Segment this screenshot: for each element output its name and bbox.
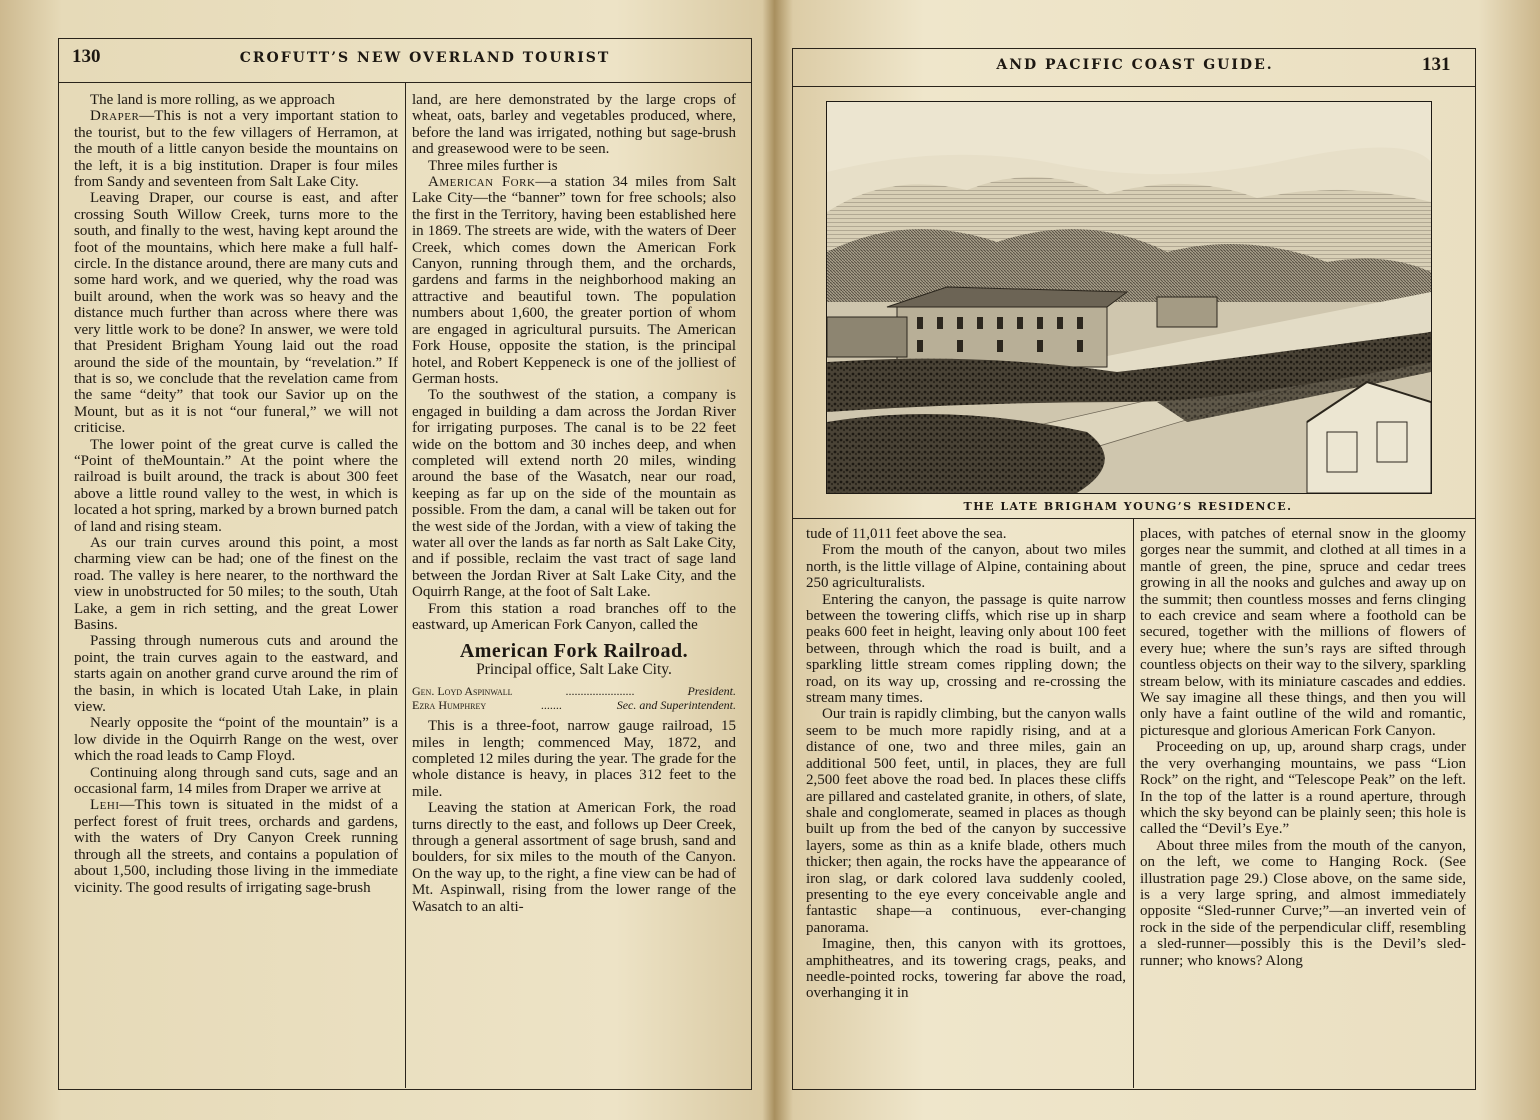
paragraph-text: —This is not a very important station to the tourist, but to the few villagers of Herramon, at the mouth of a little canyon beside the mountains on the left, it is a big institution. Draper is four miles from Sandy and seventeen from Salt Lake City. bbox=[74, 108, 398, 191]
place-name: Lehi bbox=[90, 797, 120, 814]
paragraph-text: Proceeding on up, up, around sharp crags, under the very overhanging mountains, we pass “Lion Rock” on the right, and “Telescope Peak” on the left. In the top of the latter is a round aperture, through which the sky beyond can be plainly seen; this hole is called the “Devil’s Eye.” bbox=[1140, 739, 1466, 838]
officer-name: Ezra Humphrey bbox=[412, 698, 487, 713]
paragraph-text: This is a three-foot, narrow gauge railroad, 15 miles in length; commenced May, 1872, and completed 12 miles during the year. The grade for the whole distance is heavy, in places 312 feet to the mile. bbox=[412, 718, 736, 800]
brigham-young-residence-illustration bbox=[826, 101, 1432, 494]
railroad-title: American Fork Railroad. bbox=[459, 640, 689, 663]
paragraph bbox=[412, 718, 736, 800]
paragraph bbox=[74, 765, 398, 798]
officer-dots: ....................... bbox=[565, 684, 635, 699]
paragraph-text: places, with patches of eternal snow in the gloomy gorges near the summit, and clothed at all times in a mantle of green, the pine, spruce and cedar trees growing in all the nooks and gulches and away up on the summit; then countless mosses and ferns clinging to each crevice and seam where a foothold can be secured, together with the millions of flowers of every hue; where the sun’s rays are sifted through countless objects on their way to the silvery, sparkling stream below, with its miniature cascades and eddies. We say imagine all these things, and then you will only have a faint outline of the wild and romantic, picturesque and glorious American Fork Canyon. bbox=[1140, 526, 1466, 739]
right-page bbox=[770, 0, 1540, 1120]
railroad-block bbox=[412, 640, 736, 713]
paragraph-text: Passing through numerous cuts and around the point, the train curves again to the eastward, and starts again on another grand curve around the rim of the basin, in which is located Utah Lake, in plain view. bbox=[74, 633, 398, 716]
paragraph bbox=[74, 92, 398, 108]
left-column-divider bbox=[405, 82, 406, 1088]
paragraph-text: Leaving the station at American Fork, the road turns directly to the east, and follows up Deer Creek, through a general assortment of sage brush, sand and boulders, for six miles to the mouth of the Canyon. On the way up, to the right, a fine view can be had of Mt. Aspinwall, rising from the lower range of the Wasatch to an alti- bbox=[412, 800, 736, 915]
paragraph bbox=[1140, 526, 1466, 739]
paragraph-text: Nearly opposite the “point of the mountain” is a low divide in the Oquirrh Range on the west, over which the road leads to Camp Floyd. bbox=[74, 715, 398, 765]
paragraph bbox=[806, 936, 1126, 1002]
paragraph bbox=[412, 174, 736, 387]
paragraph-text: Our train is rapidly climbing, but the canyon walls seem to be much more rapidly rising, and at a distance of one, two and three miles, gain an additional 500 feet, until, in places, they are full 2,500 feet above the road bed. In places these cliffs are pillared and castelated granite, in others, of slate, shale and conglomerate, seamed in places as though built up from the bed of the canyon by successive layers, some as thin as a knife blade, others much thicker; then again, the rocks have the appearance of iron slag, or dark colored lava suddenly cooled, presenting to the eye every conceivable angle and fantastic shape—a continuous, ever-changing panorama. bbox=[806, 706, 1126, 936]
illustration-caption: THE LATE BRIGHAM YOUNG’S RESIDENCE. bbox=[963, 500, 1293, 513]
paragraph bbox=[412, 800, 736, 915]
paragraph bbox=[74, 633, 398, 715]
paragraph bbox=[74, 190, 398, 436]
residence-engraving bbox=[827, 102, 1431, 493]
paragraph bbox=[412, 92, 736, 158]
right-column-divider bbox=[1133, 518, 1134, 1088]
paragraph-text: The lower point of the great curve is called the “Point of theMountain.” At the point where the railroad is built around, the track is about 300 feet above a little round valley to the west, in which is located a hot spring, marked by a brown burned patch of land and rising steam. bbox=[74, 436, 398, 535]
paragraph bbox=[1140, 838, 1466, 969]
paragraph-text: Imagine, then, this canyon with its grottoes, amphitheatres, and its towering crags, peaks, and needle-pointed rocks, towering far above the road, overhanging it in bbox=[806, 936, 1126, 1002]
paragraph-text: tude of 11,011 feet above the sea. bbox=[806, 526, 1007, 542]
paragraph-text: To the southwest of the station, a company is engaged in building a dam across the Jordan River for irrigating purposes. The canal is to be 22 feet wide on the bottom and 30 inches deep, and when completed will extend north 20 miles, winding around the base of the Wasatch, near our road, keeping as far up on the side of the mountain as possible. From the dam, a canal will be taken out for the west side of the Jordan, with a view of taking the water all over the lands as far north as Salt Lake City, and if possible, reclaim the vast tract of sage land between the Jordan River at Salt Lake City, and the Oquirrh Range, at the foot of Salt Lake. bbox=[412, 387, 736, 601]
paragraph-text: About three miles from the mouth of the canyon, on the left, we come to Hanging Rock. (See illustration page 29.) Close above, on the same side, is a very large spring, and almost immediately opposite “Sled-runner Curve;”—an inverted vein of rock in the side of the perpendicular cliff, resembling a sled-runner—possibly this is the Devil’s sled-runner; who knows? Along bbox=[1140, 837, 1466, 969]
paragraph-text: —This town is situated in the midst of a perfect forest of fruit trees, orchards and gardens, with the waters of Dry Canyon Creek running through all the streets, and contains a population of about 1,500, including those living in the immediate vicinity. The good results of irrigating sage-brush bbox=[74, 797, 398, 896]
officer-office: Sec. and Superintendent. bbox=[616, 698, 736, 713]
paragraph bbox=[412, 601, 736, 634]
paragraph bbox=[412, 158, 736, 174]
left-column-2-top bbox=[412, 92, 736, 633]
paragraph bbox=[74, 535, 398, 633]
right-column-2 bbox=[1140, 526, 1466, 1082]
paragraph bbox=[74, 437, 398, 535]
paragraph-text: From this station a road branches off to the eastward, up American Fork Canyon, called the bbox=[412, 600, 736, 633]
left-running-head: CROFUTT’S NEW OVERLAND TOURIST bbox=[239, 50, 611, 66]
officer-office: President. bbox=[687, 684, 736, 699]
officer-name: Gen. Loyd Aspinwall bbox=[412, 684, 513, 699]
paragraph-text: The land is more rolling, as we approach bbox=[90, 92, 335, 108]
railroad-office: Principal office, Salt Lake City. bbox=[476, 660, 672, 678]
paragraph-text: Entering the canyon, the passage is quite narrow between the towering cliffs, which rise up in sharp peaks 600 feet in height, leaving only about 100 feet between, through which the road is built, and a sparkling little stream comes rippling down; the road, on its way up, crossing and re-crossing the stream many times. bbox=[806, 591, 1126, 707]
left-page-number: 130 bbox=[72, 46, 101, 67]
right-page-number: 131 bbox=[1422, 54, 1451, 75]
place-name: Draper bbox=[90, 108, 140, 125]
right-caption-rule bbox=[792, 518, 1476, 519]
paragraph bbox=[1140, 739, 1466, 837]
paragraph-text: land, are here demonstrated by the large crops of wheat, oats, barley and vegetables produced, where, before the land was irrigated, nothing but sage-brush and greasewood were to be seen. bbox=[412, 92, 736, 158]
paragraph-text: As our train curves around this point, a most charming view can be had; one of the finest on the road. The valley is here nearer, to the northward the view in unobstructed for 50 miles; to the south, Utah Lake, a gem in rich setting, and the great Lower Basins. bbox=[74, 534, 398, 633]
paragraph bbox=[806, 592, 1126, 707]
left-column-2-bottom bbox=[412, 718, 736, 915]
paragraph-text: —a station 34 miles from Salt Lake City—the “banner” town for free schools; also the first in the Territory, having been established here in 1869. The streets are wide, with the waters of Deer Creek, which comes down the American Fork Canyon, running through them, and the orchards, gardens and farms in the neighborhood making an attractive and beautiful town. The population numbers about 1,600, the greater portion of whom are engaged in agricultural pursuits. The American Fork House, opposite the station, is the principal hotel, and Robert Keppeneck is one of the jolliest of German hosts. bbox=[412, 174, 736, 387]
paragraph-text: Leaving Draper, our course is east, and after crossing South Willow Creek, turns more to the south, and finally to the west, having kept around the foot of the mountains, which here make a full half-circle. In the distance around, there are many cuts and some hard work, and we queried, why the road was built around, when the work was so heavy and the distance much further than across where there was very little work to be done? In answer, we were told that President Brigham Young laid out the road around the side of the mountain, by “revelation.” If that is so, we conclude that the revelation came from the same “deity” that took our Savior up on the Mount, but as it is not “our funeral,” we will not criticise. bbox=[74, 190, 398, 437]
officer-row bbox=[412, 684, 736, 698]
right-head-rule bbox=[792, 86, 1476, 87]
paragraph-text: From the mouth of the canyon, about two miles north, is the little village of Alpine, containing about 250 agriculturalists. bbox=[806, 542, 1126, 592]
officer-dots: ....... bbox=[540, 698, 562, 713]
paragraph-text: Continuing along through sand cuts, sage and an occasional farm, 14 miles from Draper we arrive at bbox=[74, 764, 398, 798]
place-name: American Fork bbox=[428, 174, 536, 191]
right-column-1 bbox=[806, 526, 1126, 1082]
officer-row bbox=[412, 698, 736, 712]
paragraph bbox=[74, 797, 398, 895]
paragraph bbox=[74, 715, 398, 764]
paragraph-text: Three miles further is bbox=[428, 157, 558, 174]
paragraph bbox=[412, 387, 736, 600]
paragraph bbox=[806, 542, 1126, 591]
paragraph bbox=[806, 706, 1126, 936]
paragraph bbox=[74, 108, 398, 190]
left-column-2 bbox=[412, 92, 736, 1082]
paragraph bbox=[806, 526, 1126, 542]
right-running-head: AND PACIFIC COAST GUIDE. bbox=[996, 57, 1274, 73]
left-column-1 bbox=[74, 92, 398, 1082]
railroad-officers bbox=[412, 684, 736, 712]
